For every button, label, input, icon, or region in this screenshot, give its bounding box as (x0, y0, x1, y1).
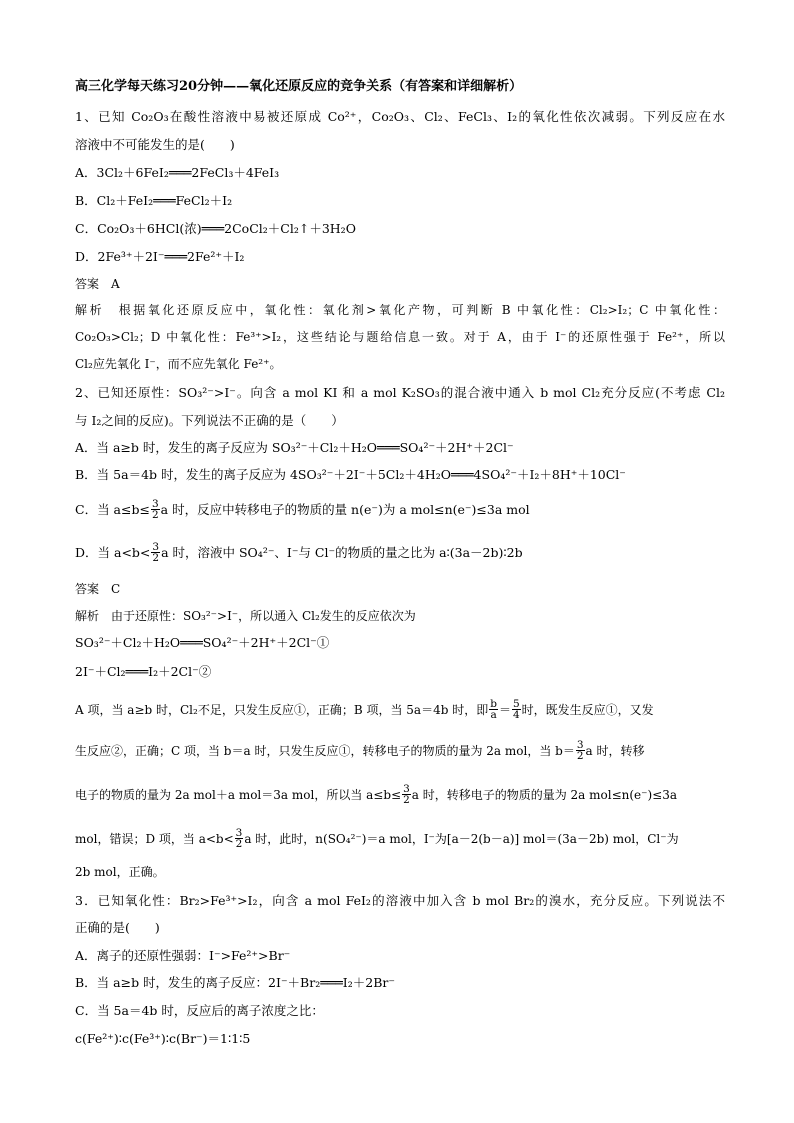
q2-option-b: B．当 5a＝4b 时，发生的离子反应为 4SO₃²⁻＋2I⁻＋5Cl₂＋4H₂O═══4SO₄²⁻＋I₂＋8H⁺＋10Cl⁻ (75, 467, 626, 482)
q1-answer: 答案 A (75, 277, 120, 291)
q2-explanation-line-2: A 项，当 a≥b 时，Cl₂不足，只发生反应①，正确；B 项，当 5a＝4b 时，即 $\frac{b}{a}$ ＝ $\frac{5}{4}$ 时，既发生反应①，又发 (75, 698, 654, 721)
q3-option-c: C．当 5a＝4b 时，反应后的离子浓度之比： (75, 1003, 324, 1018)
q1-explanation-line-2: Co₂O₃>Cl₂；D 中氧化性：Fe³⁺>I₂，这些结论与题给信息一致。对于 A，由于 I⁻的还原性强于 Fe²⁺，所以 (75, 330, 725, 344)
fraction-three-halves: $\frac{3}{2}$ (576, 739, 584, 762)
fraction-b-over-a: $\frac{b}{a}$ (490, 698, 497, 721)
q2-option-c-suffix: a 时，反应中转移电子的物质的量 n(e⁻)为 a mol≤n(e⁻)≤3a mol (160, 502, 530, 517)
q1-stem-line-1: 1、已知 Co₂O₃在酸性溶液中易被还原成 Co²⁺，Co₂O₃、Cl₂、FeCl₃、I₂的氧化性依次减弱。下列反应在水 (75, 109, 725, 124)
q1-stem-line-2: 溶液中不可能发生的是( ) (75, 137, 235, 152)
q2-explanation-line-1: 解析 由于还原性：SO₃²⁻>I⁻，所以通入 Cl₂发生的反应依次为 (75, 609, 416, 623)
q3-stem-line-2: 正确的是( ) (75, 920, 160, 935)
q1-explanation-line-1: 解析 根据氧化还原反应中，氧化性：氧化剂>氧化产物，可判断 B 中氧化性：Cl₂>I₂；C 中氧化性： (75, 303, 725, 317)
q3-option-b: B．当 a≥b 时，发生的离子反应：2I⁻＋Br₂═══I₂＋2Br⁻ (75, 975, 395, 990)
q2-explanation-line-3: 生反应②，正确；C 项，当 b＝a 时，只发生反应①，转移电子的物质的量为 2a mol，当 b＝ $\frac{3}{2}$ a 时，转移 (75, 739, 645, 762)
q2-option-c (75, 500, 725, 521)
q1-option-c: C．Co₂O₃＋6HCl(浓)═══2CoCl₂＋Cl₂↑＋3H₂O (75, 221, 356, 236)
q2-option-d-prefix: D．当 a<b< (75, 545, 151, 560)
q1-option-a: A．3Cl₂＋6FeI₂═══2FeCl₃＋4FeI₃ (75, 165, 280, 180)
q2-option-d (75, 543, 725, 564)
q3-stem-line-1: 3．已知氧化性：Br₂>Fe³⁺>I₂，向含 a mol FeI₂的溶液中加入含 b mol Br₂的溴水，充分反应。下列说法不 (75, 893, 725, 908)
q2-explanation-line-5: mol，错误；D 项，当 a<b< $\frac{3}{2}$ a 时，此时，n(SO₄²⁻)＝a mol，I⁻为[a－2(b－a)] mol＝(3a－2b) mol，Cl⁻为 (75, 827, 679, 850)
q3-option-a: A．离子的还原性强弱：I⁻>Fe²⁺>Br⁻ (75, 948, 291, 963)
q2-option-d-suffix: a 时，溶液中 SO₄²⁻、I⁻与 Cl⁻的物质的量之比为 a∶(3a－2b)∶2b (161, 545, 523, 560)
q1-option-b: B．Cl₂＋FeI₂═══FeCl₂＋I₂ (75, 193, 233, 208)
q1-explanation-line-3: Cl₂应先氧化 I⁻，而不应先氧化 Fe²⁺。 (75, 357, 282, 371)
q2-option-a: A．当 a≥b 时，发生的离子反应为 SO₃²⁻＋Cl₂＋H₂O═══SO₄²⁻＋2H⁺＋2Cl⁻ (75, 440, 514, 455)
fraction-three-halves: $\frac{3}{2}$ (235, 827, 243, 850)
q2-answer: 答案 C (75, 582, 121, 596)
q2-option-c-prefix: C．当 a≤b≤ (75, 502, 150, 517)
q2-stem-line-2: 与 I₂之间的反应)。下列说法不正确的是（ ） (75, 413, 344, 428)
q2-explanation-line-4: 电子的物质的量为 2a mol＋a mol＝3a mol，所以当 a≤b≤ $\frac{3}{2}$ a 时，转移电子的物质的量为 2a mol≤n(e⁻)≤3a (75, 783, 678, 806)
document-title: 高三化学每天练习20分钟——氧化还原反应的竞争关系（有答案和详细解析） (75, 79, 523, 94)
q2-stem-line-1: 2、已知还原性：SO₃²⁻>I⁻。向含 a mol KI 和 a mol K₂SO₃的混合液中通入 b mol Cl₂充分反应(不考虑 Cl₂ (75, 385, 725, 400)
q3-option-c-ratio: c(Fe²⁺)∶c(Fe³⁺)∶c(Br⁻)＝1∶1∶5 (75, 1031, 251, 1046)
q1-option-d: D．2Fe³⁺＋2I⁻═══2Fe²⁺＋I₂ (75, 249, 245, 264)
q2-equation-1: SO₃²⁻＋Cl₂＋H₂O═══SO₄²⁻＋2H⁺＋2Cl⁻① (75, 635, 330, 650)
fraction-three-halves: $\frac{3}{2}$ (152, 541, 160, 564)
fraction-five-quarters: $\frac{5}{4}$ (512, 698, 520, 721)
q2-explanation-line-6: 2b mol，正确。 (75, 865, 165, 879)
fraction-three-halves: $\frac{3}{2}$ (151, 498, 159, 521)
fraction-three-halves: $\frac{3}{2}$ (403, 783, 410, 806)
q2-equation-2: 2I⁻＋Cl₂═══I₂＋2Cl⁻② (75, 664, 212, 679)
